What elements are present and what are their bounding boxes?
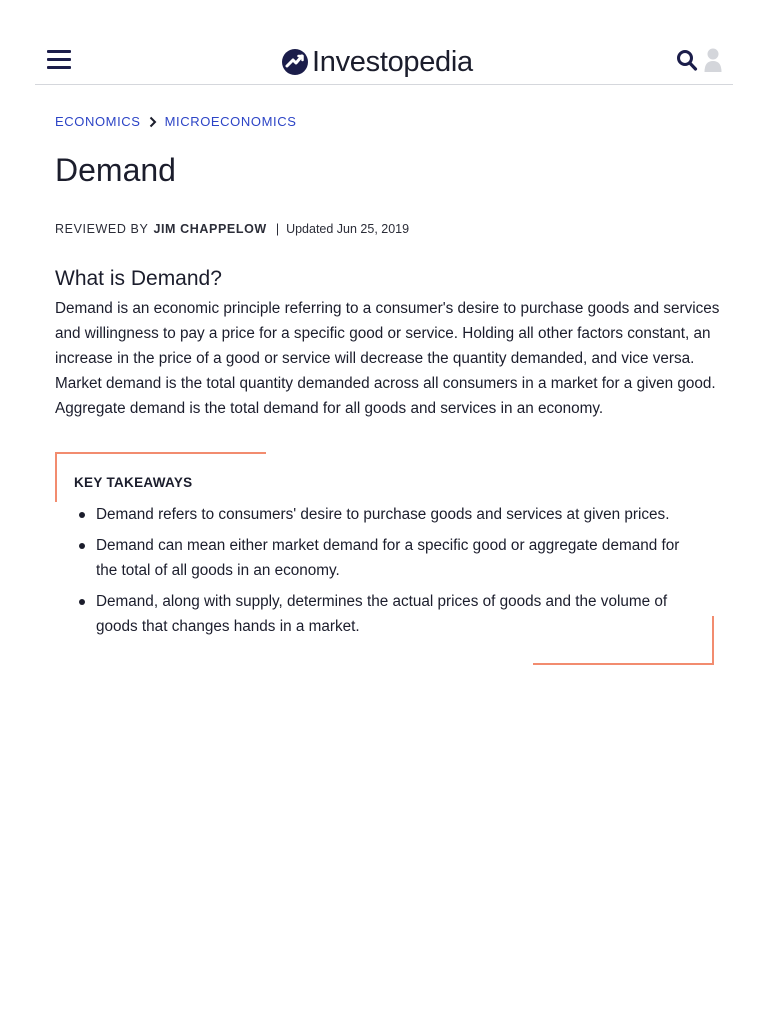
hamburger-menu-icon[interactable]	[47, 48, 71, 70]
key-takeaways-box	[55, 452, 714, 666]
reviewer-link[interactable]: JIM CHAPPELOW	[153, 222, 267, 236]
investopedia-logo-icon	[281, 48, 309, 76]
updated-date: Updated Jun 25, 2019	[286, 222, 410, 236]
key-takeaways-title: KEY TAKEAWAYS	[74, 475, 193, 490]
accent-border	[55, 452, 266, 454]
article-meta	[55, 222, 409, 236]
list-item: Demand, along with supply, determines the actual prices of goods and the volume of goods that changes hands in a market.	[77, 589, 697, 639]
accent-border	[712, 616, 714, 665]
section-heading: What is Demand?	[55, 267, 222, 290]
menu-bar	[47, 50, 71, 53]
list-item: Demand can mean either market demand for a specific good or aggregate demand for the total of all goods in an economy.	[77, 533, 697, 583]
key-takeaways-list	[77, 502, 697, 645]
chevron-right-icon	[147, 116, 159, 128]
breadcrumb	[55, 114, 296, 129]
search-icon[interactable]	[676, 48, 698, 72]
meta-separator: |	[275, 222, 280, 236]
site-header	[35, 0, 733, 85]
investopedia-logo[interactable]	[281, 44, 473, 80]
list-item: Demand refers to consumers' desire to purchase goods and services at given prices.	[77, 502, 697, 527]
reviewed-by-label: REVIEWED BY	[55, 222, 149, 236]
breadcrumb-economics[interactable]: ECONOMICS	[55, 114, 141, 129]
accent-border	[55, 452, 57, 502]
user-icon[interactable]	[703, 47, 723, 73]
menu-bar	[47, 66, 71, 69]
page-title: Demand	[55, 152, 176, 188]
accent-border	[533, 663, 714, 665]
menu-bar	[47, 58, 71, 61]
breadcrumb-microeconomics[interactable]: MICROECONOMICS	[164, 114, 297, 129]
section-body: Demand is an economic principle referring to a consumer's desire to purchase goods and services and willingness to pay a price for a specific good or service. Holding all other factors constant, an increase in the price of a good or service will decrease the quantity demanded, and vice versa. Market demand is the total quantity demanded across all consumers in a market for a given good. Aggregate demand is the total demand for all goods and services in an economy.	[55, 300, 720, 417]
logo-text: Investopedia	[312, 46, 473, 78]
